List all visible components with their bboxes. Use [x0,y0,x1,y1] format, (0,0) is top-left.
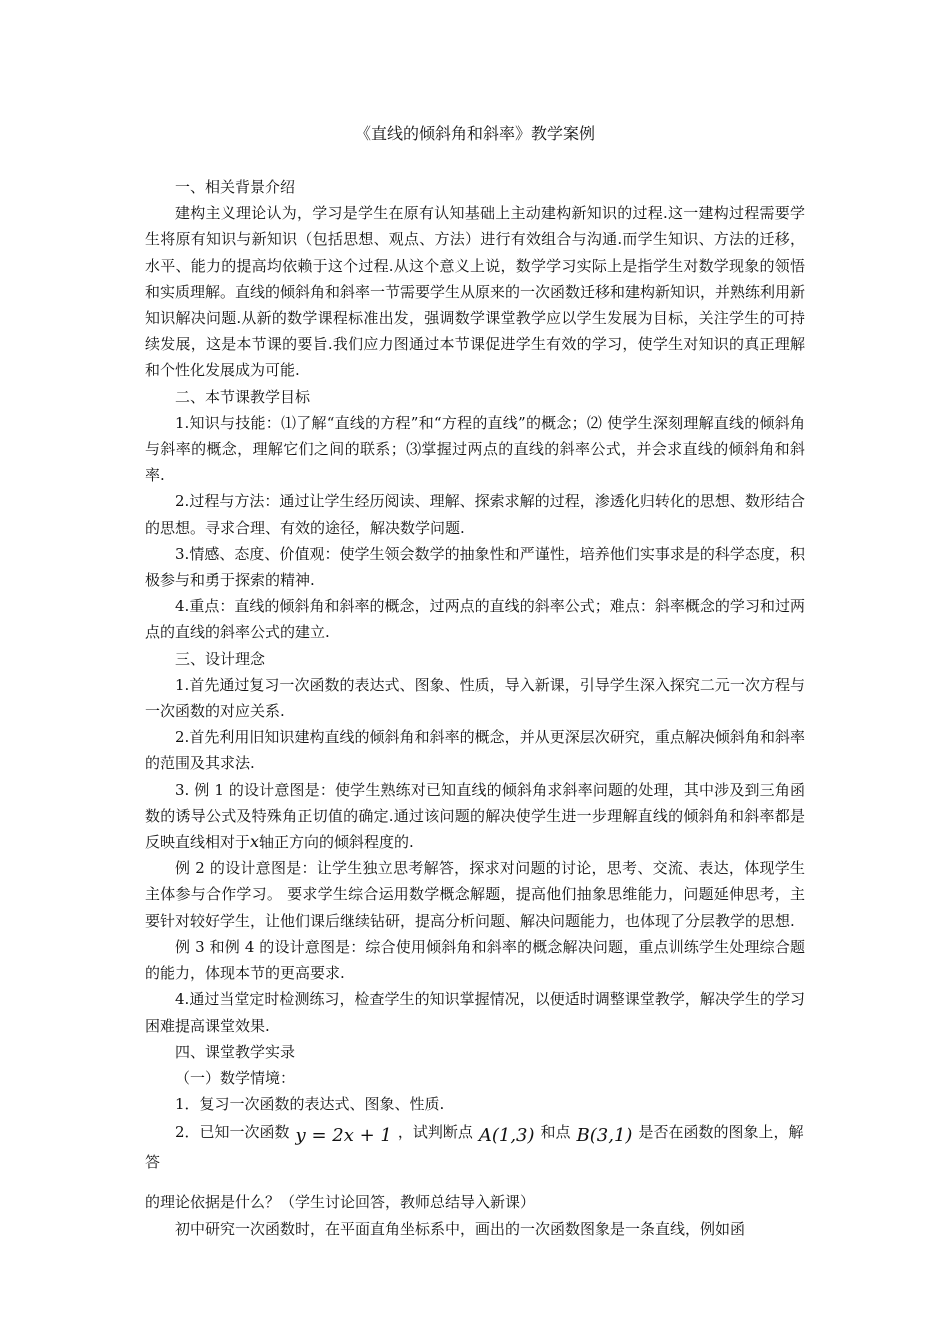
paragraph-design-2: 2.首先利用旧知识建构直线的倾斜角和斜率的概念，并从更深层次研究，重点解决倾斜角和斜率的范围及其求法. [145,728,805,773]
paragraph-process-method: 2.过程与方法：通过让学生经历阅读、理解、探索求解的过程，渗透化归转化的思想、数形结合的思想。寻求合理、有效的途径，解决数学问题. [145,492,805,537]
question-text-b: ，试判断点 [397,1123,473,1142]
section-heading-background: 一、相关背景介绍 [175,178,296,196]
document-title: 《直线的倾斜角和斜率》教学案例 [354,124,595,143]
equation-linear-function: y = 2x + 1 [295,1125,392,1147]
question-text-d: 是否在函数的图象上，解答 [145,1123,804,1172]
point-b: B(3,1) [576,1125,633,1147]
question-continuation: 的理论依据是什么？（学生讨论回答，教师总结导入新课） [145,1193,536,1212]
paragraph-junior-high: 初中研究一次函数时，在平面直角坐标系中，画出的一次函数图象是一条直线，例如函 [175,1219,746,1238]
paragraph-background: 建构主义理论认为，学习是学生在原有认知基础上主动建构新知识的过程.这一建构过程需要学生将原有知识与新知识（包括思想、观点、方法）进行有效组合与沟通.而学生知识、方法的迁移，水平、能力的提高均依赖于这个过程.从这个意义上说，数学学习实际上是指学生对数学现象的领悟和实质理解。直线的倾斜角和斜率一节需要学生从原来的一次函数迁移和建构新知识，并熟练利用新知识解决问题.从新的数学课程标准出发，强调数学课堂教学应以学生发展为目标，关注学生的可持续发展，这是本节课的要旨.我们应力图通过本节课促进学生有效的学习，使学生对知识的真正理解和个性化发展成为可能. [145,204,806,380]
section-heading-objectives: 二、本节课教学目标 [175,387,311,406]
math-x-axis: x [250,832,260,852]
paragraph-design-1: 1.首先通过复习一次函数的表达式、图象、性质，导入新课，引导学生深入探究二元一次方程与一次函数的对应关系. [145,675,805,721]
design-3-text-a: 3. 例 1 的设计意图是：使学生熟练对已知直线的倾斜角求斜率问题的处理，其中涉及到三角函数的诱导公式及特殊角正切值的确定.通过该问题的解决使学生进一步理解直线的倾斜角和斜率都是反映直线相对于 [145,780,805,852]
paragraph-example-2: 例 2 的设计意图是：让学生独立思考解答，探求对问题的讨论，思考、交流、表达，体现学生主体参与合作学习。 要求学生综合运用数学概念解题，提高他们抽象思维能力，问题延伸思考，主要针对较好学生，让他们课后继续钻研，提高分析问题、解决问题能力，也体现了分层教学的思想. [145,859,805,930]
subsection-heading-situation: （一）数学情境： [175,1068,296,1087]
point-a: A(1,3) [478,1125,535,1147]
paragraph-key-points: 4.重点：直线的倾斜角和斜率的概念，过两点的直线的斜率公式；难点：斜率概念的学习和过两点的直线的斜率公式的建立. [145,597,805,642]
list-item-question [145,1119,805,1175]
paragraph-attitude-values: 3.情感、态度、价值观：使学生领会数学的抽象性和严谨性，培养他们实事求是的科学态度，积极参与和勇于探索的精神. [145,544,805,590]
design-3-text-b: 轴正方向的倾斜程度的. [259,833,414,852]
question-text-a: 2．已知一次函数 [175,1123,290,1142]
document-page [145,122,805,1242]
section-heading-design: 三、设计理念 [175,649,266,668]
paragraph-example-3-4: 例 3 和例 4 的设计意图是：综合使用倾斜角和斜率的概念解决问题，重点训练学生处理综合题的能力，体现本节的更高要求. [145,937,805,983]
section-heading-record: 四、课堂教学实录 [175,1042,296,1061]
paragraph-design-4: 4.通过当堂定时检测练习，检查学生的知识掌握情况，以便适时调整课堂教学，解决学生的学习困难提高课堂效果. [145,990,805,1035]
question-text-c: 和点 [540,1123,571,1142]
paragraph-design-3 [145,777,805,856]
paragraph-knowledge-skills: 1.知识与技能：⑴了解“直线的方程”和“方程的直线”的概念；⑵ 使学生深刻理解直线的倾斜角与斜率的概念，理解它们之间的联系；⑶掌握过两点的直线的斜率公式，并会求直线的倾斜角和斜率. [145,413,805,485]
list-item-review: 1．复习一次函数的表达式、图象、性质. [175,1095,445,1114]
